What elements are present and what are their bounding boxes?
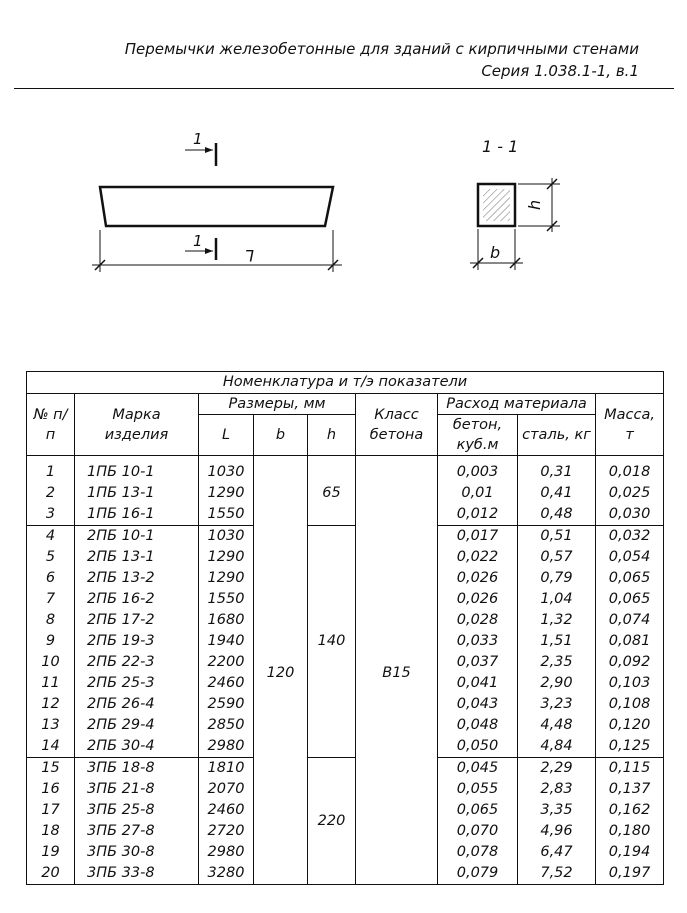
lintel-drawing bbox=[0, 0, 687, 320]
cell-concrete: 0,050 bbox=[438, 736, 518, 758]
cell-b-shared: 120 bbox=[254, 456, 308, 885]
cell-steel: 2,90 bbox=[518, 673, 596, 694]
cell-L: 2980 bbox=[199, 736, 254, 758]
cell-concrete: 0,022 bbox=[438, 547, 518, 568]
table-row bbox=[27, 526, 664, 548]
cell-mass: 0,180 bbox=[596, 821, 664, 842]
cell-mass: 0,030 bbox=[596, 504, 664, 526]
cell-mark: 1ПБ 10-1 bbox=[75, 456, 199, 484]
cell-mark: 3ПБ 27-8 bbox=[75, 821, 199, 842]
height-label: h bbox=[525, 199, 544, 210]
cell-mark: 2ПБ 22-3 bbox=[75, 652, 199, 673]
cell-mark: 3ПБ 18-8 bbox=[75, 758, 199, 780]
cell-concrete: 0,026 bbox=[438, 568, 518, 589]
section-mark-top: 1 bbox=[193, 130, 203, 148]
col-header-L: L bbox=[199, 415, 254, 456]
table-row bbox=[27, 758, 664, 780]
cell-num: 6 bbox=[27, 568, 75, 589]
document-title: Перемычки железобетонные для зданий с кирпичными стенами bbox=[124, 40, 639, 58]
cell-steel: 4,96 bbox=[518, 821, 596, 842]
cell-L: 3280 bbox=[199, 863, 254, 885]
cell-concrete: 0,055 bbox=[438, 779, 518, 800]
cell-L: 2460 bbox=[199, 800, 254, 821]
cell-L: 1940 bbox=[199, 631, 254, 652]
cell-mass: 0,162 bbox=[596, 800, 664, 821]
cell-num: 2 bbox=[27, 483, 75, 504]
cell-mass: 0,194 bbox=[596, 842, 664, 863]
section-marker-top bbox=[185, 130, 216, 166]
cell-mark: 2ПБ 19-3 bbox=[75, 631, 199, 652]
series-label: Серия 1.038.1-1, в.1 bbox=[481, 62, 639, 80]
cell-num: 13 bbox=[27, 715, 75, 736]
cell-concrete: 0,043 bbox=[438, 694, 518, 715]
cell-mass: 0,025 bbox=[596, 483, 664, 504]
cell-num: 3 bbox=[27, 504, 75, 526]
cell-steel: 0,79 bbox=[518, 568, 596, 589]
cell-steel: 1,04 bbox=[518, 589, 596, 610]
cell-steel: 4,84 bbox=[518, 736, 596, 758]
cell-num: 11 bbox=[27, 673, 75, 694]
section-mark-bottom: 1 bbox=[193, 232, 203, 250]
cell-mark: 2ПБ 26-4 bbox=[75, 694, 199, 715]
cell-mass: 0,092 bbox=[596, 652, 664, 673]
section-marker-bottom bbox=[185, 232, 216, 260]
cell-mark: 2ПБ 13-2 bbox=[75, 568, 199, 589]
cell-concrete: 0,012 bbox=[438, 504, 518, 526]
cell-h-group: 140 bbox=[308, 526, 356, 758]
cell-concrete: 0,070 bbox=[438, 821, 518, 842]
nomenclature-table bbox=[26, 371, 664, 885]
cell-L: 2980 bbox=[199, 842, 254, 863]
cell-concrete: 0,026 bbox=[438, 589, 518, 610]
cell-L: 2590 bbox=[199, 694, 254, 715]
width-label: b bbox=[490, 243, 501, 262]
col-header-mass: Масса, т bbox=[596, 394, 664, 456]
cell-num: 16 bbox=[27, 779, 75, 800]
cell-mark: 2ПБ 10-1 bbox=[75, 526, 199, 548]
cell-steel: 0,31 bbox=[518, 456, 596, 484]
cell-mark: 2ПБ 17-2 bbox=[75, 610, 199, 631]
cell-steel: 7,52 bbox=[518, 863, 596, 885]
cell-num: 9 bbox=[27, 631, 75, 652]
cell-steel: 0,41 bbox=[518, 483, 596, 504]
cell-mass: 0,081 bbox=[596, 631, 664, 652]
cell-L: 1290 bbox=[199, 483, 254, 504]
cell-num: 15 bbox=[27, 758, 75, 780]
cell-concrete: 0,041 bbox=[438, 673, 518, 694]
cell-L: 2720 bbox=[199, 821, 254, 842]
cell-mark: 3ПБ 33-8 bbox=[75, 863, 199, 885]
cell-steel: 3,23 bbox=[518, 694, 596, 715]
cell-L: 2200 bbox=[199, 652, 254, 673]
cell-mass: 0,120 bbox=[596, 715, 664, 736]
cell-mass: 0,103 bbox=[596, 673, 664, 694]
cross-section bbox=[470, 137, 560, 270]
cell-steel: 3,35 bbox=[518, 800, 596, 821]
cell-concrete: 0,017 bbox=[438, 526, 518, 548]
table-row bbox=[27, 456, 664, 484]
col-header-class: Класс бетона bbox=[356, 394, 438, 456]
cell-steel: 0,57 bbox=[518, 547, 596, 568]
cell-mark: 2ПБ 16-2 bbox=[75, 589, 199, 610]
cell-mass: 0,065 bbox=[596, 568, 664, 589]
cell-mark: 2ПБ 13-1 bbox=[75, 547, 199, 568]
cell-steel: 1,51 bbox=[518, 631, 596, 652]
cell-num: 1 bbox=[27, 456, 75, 484]
col-header-h: h bbox=[308, 415, 356, 456]
cell-mass: 0,125 bbox=[596, 736, 664, 758]
cell-class-shared: B15 bbox=[356, 456, 438, 885]
cell-L: 2070 bbox=[199, 779, 254, 800]
cell-L: 1550 bbox=[199, 589, 254, 610]
cell-steel: 1,32 bbox=[518, 610, 596, 631]
cell-concrete: 0,028 bbox=[438, 610, 518, 631]
cell-steel: 0,48 bbox=[518, 504, 596, 526]
cell-num: 7 bbox=[27, 589, 75, 610]
cell-steel: 2,35 bbox=[518, 652, 596, 673]
cell-mass: 0,115 bbox=[596, 758, 664, 780]
cell-mark: 3ПБ 25-8 bbox=[75, 800, 199, 821]
cell-mark: 2ПБ 29-4 bbox=[75, 715, 199, 736]
cell-num: 4 bbox=[27, 526, 75, 548]
cell-num: 19 bbox=[27, 842, 75, 863]
cell-L: 2850 bbox=[199, 715, 254, 736]
cell-mark: 1ПБ 13-1 bbox=[75, 483, 199, 504]
cell-num: 12 bbox=[27, 694, 75, 715]
cell-mark: 2ПБ 25-3 bbox=[75, 673, 199, 694]
cell-mark: 3ПБ 30-8 bbox=[75, 842, 199, 863]
cell-steel: 2,29 bbox=[518, 758, 596, 780]
table-caption: Номенклатура и т/э показатели bbox=[27, 372, 664, 394]
col-header-b: b bbox=[254, 415, 308, 456]
cell-mass: 0,054 bbox=[596, 547, 664, 568]
cell-concrete: 0,078 bbox=[438, 842, 518, 863]
cell-mark: 2ПБ 30-4 bbox=[75, 736, 199, 758]
col-header-usage: Расход материала bbox=[438, 394, 596, 415]
cell-concrete: 0,079 bbox=[438, 863, 518, 885]
cell-mass: 0,074 bbox=[596, 610, 664, 631]
col-header-mark: Марка изделия bbox=[75, 394, 199, 456]
cell-L: 1680 bbox=[199, 610, 254, 631]
cell-mass: 0,065 bbox=[596, 589, 664, 610]
cell-steel: 2,83 bbox=[518, 779, 596, 800]
cell-num: 14 bbox=[27, 736, 75, 758]
cell-num: 17 bbox=[27, 800, 75, 821]
table-body bbox=[27, 456, 664, 885]
cell-num: 10 bbox=[27, 652, 75, 673]
cell-concrete: 0,033 bbox=[438, 631, 518, 652]
col-header-steel: сталь, кг bbox=[518, 415, 596, 456]
col-header-concrete: бетон, куб.м bbox=[438, 415, 518, 456]
cell-num: 20 bbox=[27, 863, 75, 885]
cell-steel: 0,51 bbox=[518, 526, 596, 548]
length-label: L bbox=[245, 246, 254, 265]
cell-steel: 4,48 bbox=[518, 715, 596, 736]
cell-mass: 0,197 bbox=[596, 863, 664, 885]
cell-L: 1810 bbox=[199, 758, 254, 780]
cell-L: 2460 bbox=[199, 673, 254, 694]
cell-concrete: 0,01 bbox=[438, 483, 518, 504]
cell-mass: 0,108 bbox=[596, 694, 664, 715]
cell-steel: 6,47 bbox=[518, 842, 596, 863]
cell-L: 1290 bbox=[199, 547, 254, 568]
cell-h-group: 220 bbox=[308, 758, 356, 885]
col-header-num: № п/п bbox=[27, 394, 75, 456]
cell-mass: 0,018 bbox=[596, 456, 664, 484]
cell-num: 5 bbox=[27, 547, 75, 568]
cell-num: 8 bbox=[27, 610, 75, 631]
cell-concrete: 0,037 bbox=[438, 652, 518, 673]
cell-mark: 3ПБ 21-8 bbox=[75, 779, 199, 800]
cell-L: 1290 bbox=[199, 568, 254, 589]
section-label: 1 - 1 bbox=[482, 137, 519, 156]
cell-num: 18 bbox=[27, 821, 75, 842]
cell-concrete: 0,003 bbox=[438, 456, 518, 484]
cell-L: 1550 bbox=[199, 504, 254, 526]
cell-L: 1030 bbox=[199, 526, 254, 548]
cell-mark: 1ПБ 16-1 bbox=[75, 504, 199, 526]
cell-mass: 0,137 bbox=[596, 779, 664, 800]
cell-concrete: 0,065 bbox=[438, 800, 518, 821]
cell-h-group: 65 bbox=[308, 456, 356, 526]
cell-concrete: 0,048 bbox=[438, 715, 518, 736]
cell-L: 1030 bbox=[199, 456, 254, 484]
cell-mass: 0,032 bbox=[596, 526, 664, 548]
col-header-dims: Размеры, мм bbox=[199, 394, 356, 415]
cell-concrete: 0,045 bbox=[438, 758, 518, 780]
